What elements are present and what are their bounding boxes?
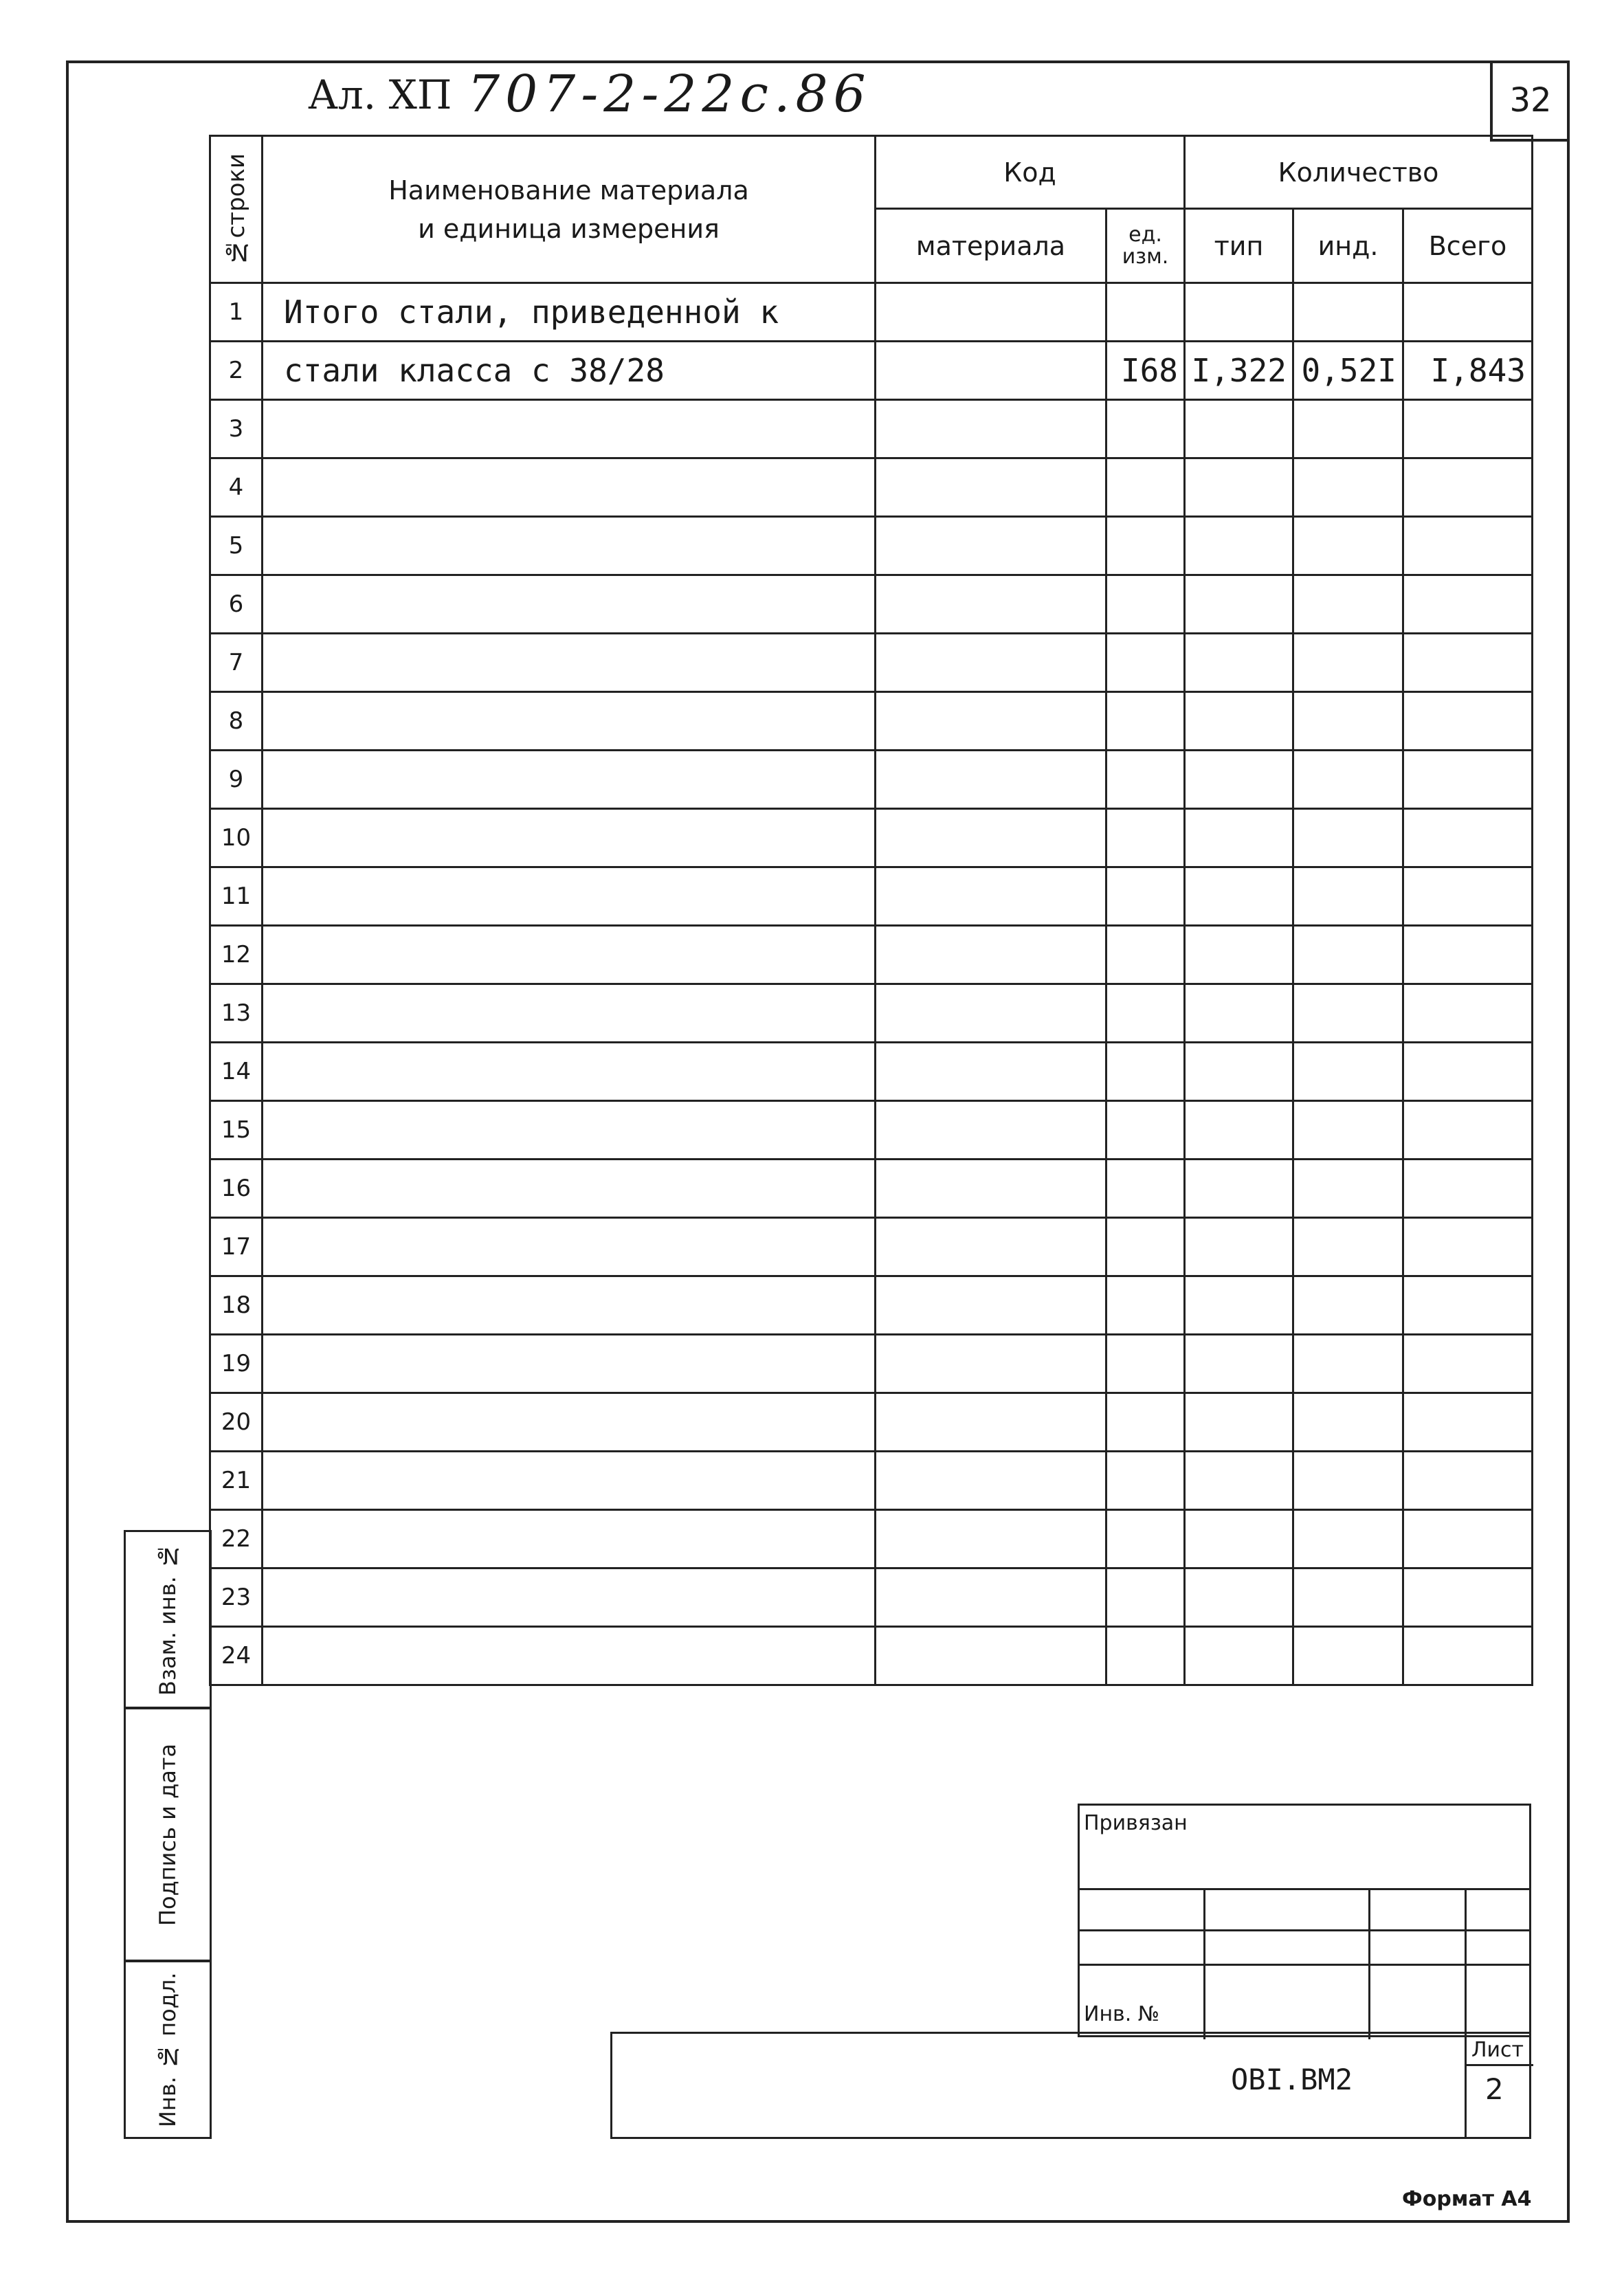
material-table: [209, 135, 1533, 1686]
material-code: [876, 400, 1106, 458]
qty-total: [1403, 400, 1533, 458]
material-code: [876, 458, 1106, 517]
qty-ind: [1293, 1510, 1403, 1568]
qty-type: [1185, 400, 1293, 458]
qty-ind: [1293, 984, 1403, 1043]
material-name: [263, 1276, 876, 1335]
document-code: ОВI.ВМ2: [1231, 2063, 1353, 2096]
table-row: [210, 1101, 1533, 1160]
material-name: [263, 634, 876, 692]
row-number: 24: [210, 1627, 263, 1685]
table-row: [210, 809, 1533, 867]
table-row: [210, 692, 1533, 751]
qty-type: [1185, 692, 1293, 751]
material-name: [263, 517, 876, 575]
qty-ind: [1293, 1101, 1403, 1160]
material-name: стали класса с 38/28: [263, 342, 876, 400]
page-number: 32: [1490, 62, 1568, 142]
qty-ind: [1293, 634, 1403, 692]
table-row: [210, 1335, 1533, 1393]
material-code: [876, 1101, 1106, 1160]
row-number: 11: [210, 867, 263, 926]
material-name: Итого стали, приведенной к: [263, 283, 876, 342]
qty-type: [1185, 517, 1293, 575]
qty-ind: [1293, 1452, 1403, 1510]
unit-code: [1106, 1335, 1185, 1393]
qty-type: [1185, 984, 1293, 1043]
table-row: [210, 634, 1533, 692]
sheet-label: Лист: [1471, 2038, 1524, 2062]
material-code: [876, 926, 1106, 984]
qty-ind: [1293, 1218, 1403, 1276]
unit-code: [1106, 926, 1185, 984]
table-row: [210, 283, 1533, 342]
qty-ind: [1293, 1335, 1403, 1393]
material-name: [263, 1101, 876, 1160]
unit-code: [1106, 575, 1185, 634]
qty-total: [1403, 1568, 1533, 1627]
qty-type: [1185, 1160, 1293, 1218]
material-code: [876, 867, 1106, 926]
table-row: [210, 1276, 1533, 1335]
qty-total: [1403, 1510, 1533, 1568]
unit-code: [1106, 517, 1185, 575]
row-number: 16: [210, 1160, 263, 1218]
qty-total: [1403, 1218, 1533, 1276]
qty-type: [1185, 1276, 1293, 1335]
qty-ind: [1293, 692, 1403, 751]
qty-ind: [1293, 1568, 1403, 1627]
qty-type: I,322: [1185, 342, 1293, 400]
row-number: 7: [210, 634, 263, 692]
material-code: [876, 342, 1106, 400]
qty-total: [1403, 809, 1533, 867]
qty-total: [1403, 1452, 1533, 1510]
qty-type: [1185, 1043, 1293, 1101]
qty-total: [1403, 517, 1533, 575]
qty-total: [1403, 1276, 1533, 1335]
material-name: [263, 1335, 876, 1393]
material-code: [876, 984, 1106, 1043]
unit-code: [1106, 692, 1185, 751]
unit-code: [1106, 1568, 1185, 1627]
format-label: Формат А4: [1402, 2187, 1532, 2211]
qty-ind: [1293, 458, 1403, 517]
row-number: 6: [210, 575, 263, 634]
material-name: [263, 458, 876, 517]
material-name: [263, 867, 876, 926]
material-code: [876, 1160, 1106, 1218]
qty-ind: [1293, 1393, 1403, 1452]
material-name: [263, 1510, 876, 1568]
qty-type: [1185, 867, 1293, 926]
album-label: Ал. XП: [308, 71, 452, 118]
material-name: [263, 575, 876, 634]
qty-total: [1403, 1160, 1533, 1218]
table-row: [210, 458, 1533, 517]
material-code: [876, 634, 1106, 692]
qty-type: [1185, 1101, 1293, 1160]
qty-type: [1185, 1335, 1293, 1393]
row-number: 20: [210, 1393, 263, 1452]
material-code: [876, 1043, 1106, 1101]
material-name: [263, 1043, 876, 1101]
unit-code: [1106, 1452, 1185, 1510]
table-row: [210, 867, 1533, 926]
row-number: 15: [210, 1101, 263, 1160]
unit-code: [1106, 1218, 1185, 1276]
material-code: [876, 751, 1106, 809]
qty-total: [1403, 283, 1533, 342]
qty-total: [1403, 926, 1533, 984]
qty-type: [1185, 634, 1293, 692]
qty-total: [1403, 1043, 1533, 1101]
qty-type: [1185, 926, 1293, 984]
qty-total: [1403, 1101, 1533, 1160]
qty-ind: [1293, 283, 1403, 342]
material-code: [876, 809, 1106, 867]
qty-type: [1185, 751, 1293, 809]
row-number: 18: [210, 1276, 263, 1335]
unit-code: [1106, 283, 1185, 342]
sheet-number: 2: [1485, 2072, 1504, 2106]
qty-type: [1185, 1568, 1293, 1627]
material-name: [263, 1218, 876, 1276]
qty-total: [1403, 867, 1533, 926]
qty-total: [1403, 634, 1533, 692]
stamp-exchange: Взам. инв. №: [124, 1530, 212, 1709]
material-name: [263, 751, 876, 809]
qty-total: [1403, 984, 1533, 1043]
stamp-signature-date: Подпись и дата: [124, 1707, 212, 1962]
header-quantity: Количество: [1185, 136, 1533, 209]
qty-total: [1403, 575, 1533, 634]
row-number: 12: [210, 926, 263, 984]
qty-type: [1185, 1627, 1293, 1685]
material-code: [876, 1393, 1106, 1452]
qty-total: [1403, 458, 1533, 517]
qty-ind: [1293, 1276, 1403, 1335]
unit-code: I68: [1106, 342, 1185, 400]
project-code: 707-2-22с.86: [467, 65, 871, 124]
qty-type: [1185, 1393, 1293, 1452]
row-number: 3: [210, 400, 263, 458]
table-row: [210, 926, 1533, 984]
material-code: [876, 1568, 1106, 1627]
qty-ind: [1293, 809, 1403, 867]
row-number: 17: [210, 1218, 263, 1276]
stamp-inventory-original: Инв. № подл.: [124, 1960, 212, 2139]
header-material-name: Наименование материала и единица измерения: [263, 136, 876, 283]
material-name: [263, 1160, 876, 1218]
header-qty-ind: инд.: [1293, 209, 1403, 283]
unit-code: [1106, 400, 1185, 458]
material-name: [263, 1452, 876, 1510]
unit-code: [1106, 867, 1185, 926]
qty-total: [1403, 1393, 1533, 1452]
header-row-number: №строки: [210, 136, 263, 283]
header-qty-total: Всего: [1403, 209, 1533, 283]
unit-code: [1106, 458, 1185, 517]
unit-code: [1106, 634, 1185, 692]
qty-total: [1403, 692, 1533, 751]
material-code: [876, 1335, 1106, 1393]
unit-code: [1106, 1276, 1185, 1335]
qty-total: [1403, 1335, 1533, 1393]
row-number: 4: [210, 458, 263, 517]
header-code-unit: ед. изм.: [1106, 209, 1185, 283]
header-code: Код: [876, 136, 1185, 209]
table-row: [210, 517, 1533, 575]
table-row: [210, 1452, 1533, 1510]
unit-code: [1106, 1510, 1185, 1568]
unit-code: [1106, 1627, 1185, 1685]
qty-ind: [1293, 517, 1403, 575]
qty-type: [1185, 575, 1293, 634]
row-number: 10: [210, 809, 263, 867]
material-code: [876, 1452, 1106, 1510]
material-name: [263, 1627, 876, 1685]
row-number: 9: [210, 751, 263, 809]
bound-label: Привязан: [1084, 1811, 1188, 1835]
material-code: [876, 517, 1106, 575]
qty-type: [1185, 458, 1293, 517]
qty-type: [1185, 1218, 1293, 1276]
row-number: 5: [210, 517, 263, 575]
table-row: [210, 1510, 1533, 1568]
material-name: [263, 984, 876, 1043]
row-number: 23: [210, 1568, 263, 1627]
row-number: 14: [210, 1043, 263, 1101]
qty-total: [1403, 751, 1533, 809]
material-code: [876, 1510, 1106, 1568]
row-number: 21: [210, 1452, 263, 1510]
qty-total: [1403, 1627, 1533, 1685]
material-name: [263, 809, 876, 867]
table-row: [210, 1160, 1533, 1218]
material-name: [263, 692, 876, 751]
table-row: [210, 1568, 1533, 1627]
table-row: [210, 1393, 1533, 1452]
material-code: [876, 1218, 1106, 1276]
header-code-material: материала: [876, 209, 1106, 283]
table-row: [210, 1043, 1533, 1101]
qty-ind: [1293, 867, 1403, 926]
unit-code: [1106, 984, 1185, 1043]
qty-total: I,843: [1403, 342, 1533, 400]
material-code: [876, 575, 1106, 634]
material-code: [876, 283, 1106, 342]
row-number: 8: [210, 692, 263, 751]
qty-ind: [1293, 1160, 1403, 1218]
unit-code: [1106, 1043, 1185, 1101]
row-number: 2: [210, 342, 263, 400]
table-row: [210, 1627, 1533, 1685]
row-number: 19: [210, 1335, 263, 1393]
qty-ind: [1293, 926, 1403, 984]
row-number: 1: [210, 283, 263, 342]
unit-code: [1106, 751, 1185, 809]
table-row: [210, 342, 1533, 400]
inv-label: Инв. №: [1084, 2002, 1160, 2026]
material-code: [876, 692, 1106, 751]
qty-ind: 0,52I: [1293, 342, 1403, 400]
qty-type: [1185, 809, 1293, 867]
row-number: 13: [210, 984, 263, 1043]
material-name: [263, 400, 876, 458]
unit-code: [1106, 809, 1185, 867]
binding-block: [1078, 1804, 1531, 2037]
qty-ind: [1293, 575, 1403, 634]
table-row: [210, 751, 1533, 809]
table-row: [210, 984, 1533, 1043]
unit-code: [1106, 1393, 1185, 1452]
table-row: [210, 575, 1533, 634]
header-qty-type: тип: [1185, 209, 1293, 283]
qty-ind: [1293, 400, 1403, 458]
document-title-block: [610, 2032, 1531, 2139]
qty-type: [1185, 1452, 1293, 1510]
table-row: [210, 1218, 1533, 1276]
qty-ind: [1293, 1043, 1403, 1101]
qty-type: [1185, 1510, 1293, 1568]
unit-code: [1106, 1160, 1185, 1218]
qty-type: [1185, 283, 1293, 342]
material-name: [263, 1393, 876, 1452]
material-code: [876, 1276, 1106, 1335]
qty-ind: [1293, 1627, 1403, 1685]
table-row: [210, 400, 1533, 458]
material-code: [876, 1627, 1106, 1685]
qty-ind: [1293, 751, 1403, 809]
material-name: [263, 926, 876, 984]
material-name: [263, 1568, 876, 1627]
row-number: 22: [210, 1510, 263, 1568]
unit-code: [1106, 1101, 1185, 1160]
